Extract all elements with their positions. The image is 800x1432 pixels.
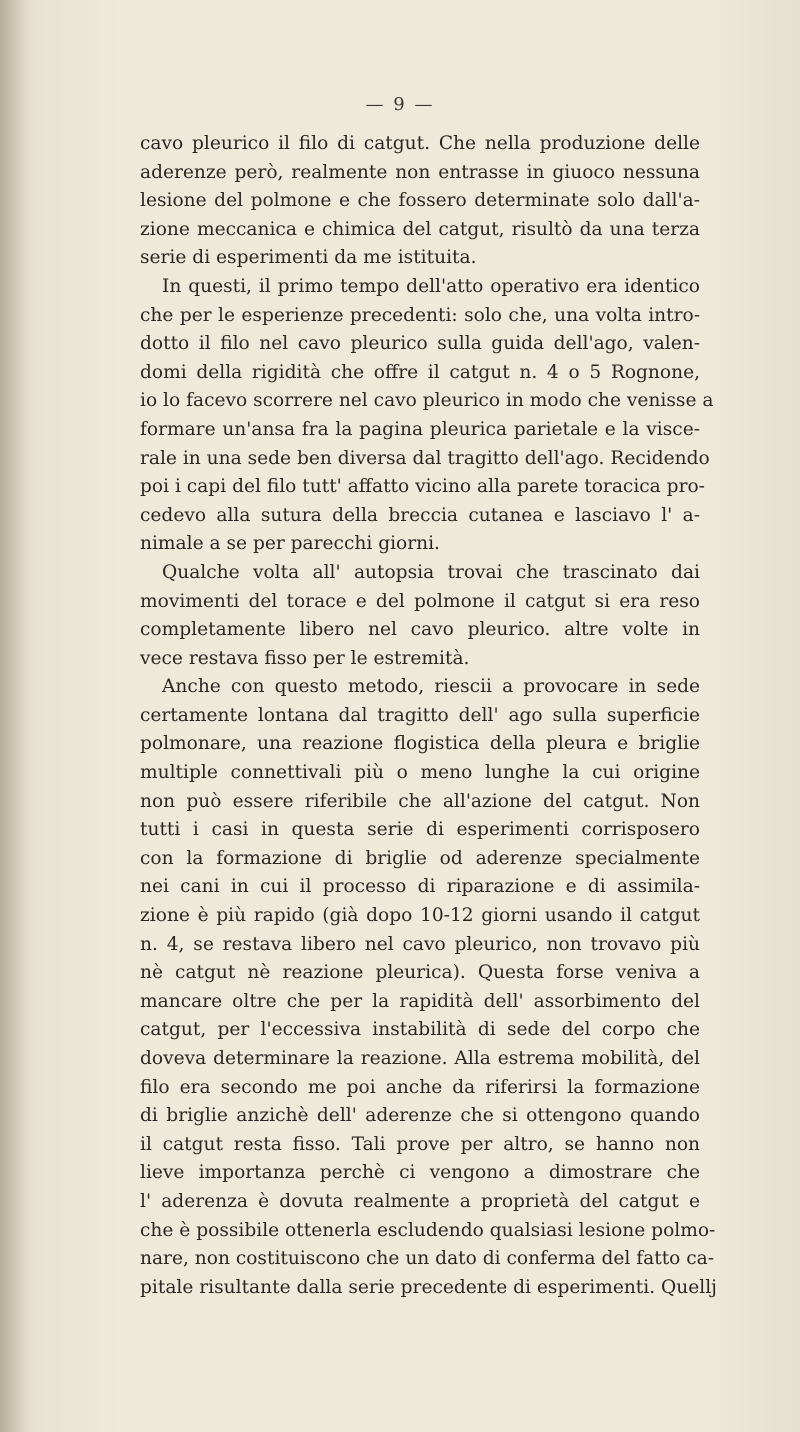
text-line: nimale a se per parecchi giorni. — [140, 533, 440, 555]
body-text — [140, 130, 717, 1302]
text-line: movimenti del torace e del polmone il catgut si era reso — [140, 590, 700, 612]
text-line: pitale risultante dalla serie precedente di esperimenti. Quellj — [140, 1276, 717, 1298]
text-line: zione meccanica e chimica del catgut, risultò da una terza — [140, 218, 700, 240]
text-line: completamente libero nel cavo pleurico. altre volte in — [140, 619, 700, 641]
text-line: multiple connettivali più o meno lunghe la cui origine — [140, 762, 700, 784]
text-line: lesione del polmone e che fossero determinate solo dall'a- — [140, 190, 700, 212]
text-line: catgut, per l'eccessiva instabilità di sede del corpo che — [140, 1019, 700, 1041]
text-line: nei cani in cui il processo di riparazione e di assimila- — [140, 876, 700, 898]
text-line: n. 4, se restava libero nel cavo pleurico, non trovavo più — [140, 933, 700, 955]
text-line: tutti i casi in questa serie di esperimenti corrisposero — [140, 819, 700, 841]
text-line: Qualche volta all' autopsia trovai che trascinato dai — [162, 561, 700, 583]
text-line: nè catgut nè reazione pleurica). Questa forse veniva a — [140, 962, 700, 984]
text-line: non può essere riferibile che all'azione del catgut. Non — [140, 790, 700, 812]
text-line: rale in una sede ben diversa dal tragitto dell'ago. Recidendo — [140, 447, 710, 469]
text-line: nare, non costituiscono che un dato di conferma del fatto ca- — [140, 1248, 715, 1270]
text-line: certamente lontana dal tragitto dell' ago sulla superficie — [140, 704, 700, 726]
text-line: aderenze però, realmente non entrasse in giuoco nessuna — [140, 161, 700, 183]
text-line: che per le esperienze precedenti: solo che, una volta intro- — [140, 304, 700, 326]
page-number-header: — 9 — — [365, 94, 435, 115]
text-line: zione è più rapido (già dopo 10-12 giorni usando il catgut — [140, 905, 700, 927]
text-line: In questi, il primo tempo dell'atto operativo era identico — [162, 275, 700, 297]
text-line: Anche con questo metodo, riescii a provocare in sede — [162, 676, 700, 698]
text-line: filo era secondo me poi anche da riferirsi la formazione — [140, 1076, 700, 1098]
text-line: domi della rigidità che offre il catgut n. 4 o 5 Rognone, — [140, 361, 700, 383]
text-line: polmonare, una reazione flogistica della pleura e briglie — [140, 733, 700, 755]
text-line: con la formazione di briglie od aderenze specialmente — [140, 847, 700, 869]
text-line: di briglie anzichè dell' aderenze che si ottengono quando — [140, 1105, 700, 1127]
text-line: doveva determinare la reazione. Alla estrema mobilità, del — [140, 1048, 700, 1069]
text-line: formare un'ansa fra la pagina pleurica parietale e la visce- — [140, 418, 700, 440]
text-line: mancare oltre che per la rapidità dell' assorbimento del — [140, 990, 700, 1012]
text-line: lieve importanza perchè ci vengono a dimostrare che — [140, 1162, 700, 1184]
text-line: l' aderenza è dovuta realmente a proprietà del catgut e — [140, 1190, 700, 1212]
text-line: io lo facevo scorrere nel cavo pleurico in modo che venisse a — [140, 390, 714, 412]
text-line: cavo pleurico il filo di catgut. Che nella produzione delle — [140, 133, 700, 154]
spine-shadow — [0, 0, 28, 1432]
text-line: serie di esperimenti da me istituita. — [140, 247, 477, 269]
text-line: vece restava fisso per le estremità. — [140, 647, 470, 669]
text-line: il catgut resta fisso. Tali prove per altro, se hanno non — [140, 1133, 700, 1155]
text-line: che è possibile ottenerla escludendo qualsiasi lesione polmo- — [140, 1219, 716, 1241]
text-line: dotto il filo nel cavo pleurico sulla guida dell'ago, valen- — [140, 333, 700, 355]
text-line: cedevo alla sutura della breccia cutanea e lasciavo l' a- — [140, 504, 700, 526]
text-line: poi i capi del filo tutt' affatto vicino alla parete toracica pro- — [140, 476, 705, 498]
